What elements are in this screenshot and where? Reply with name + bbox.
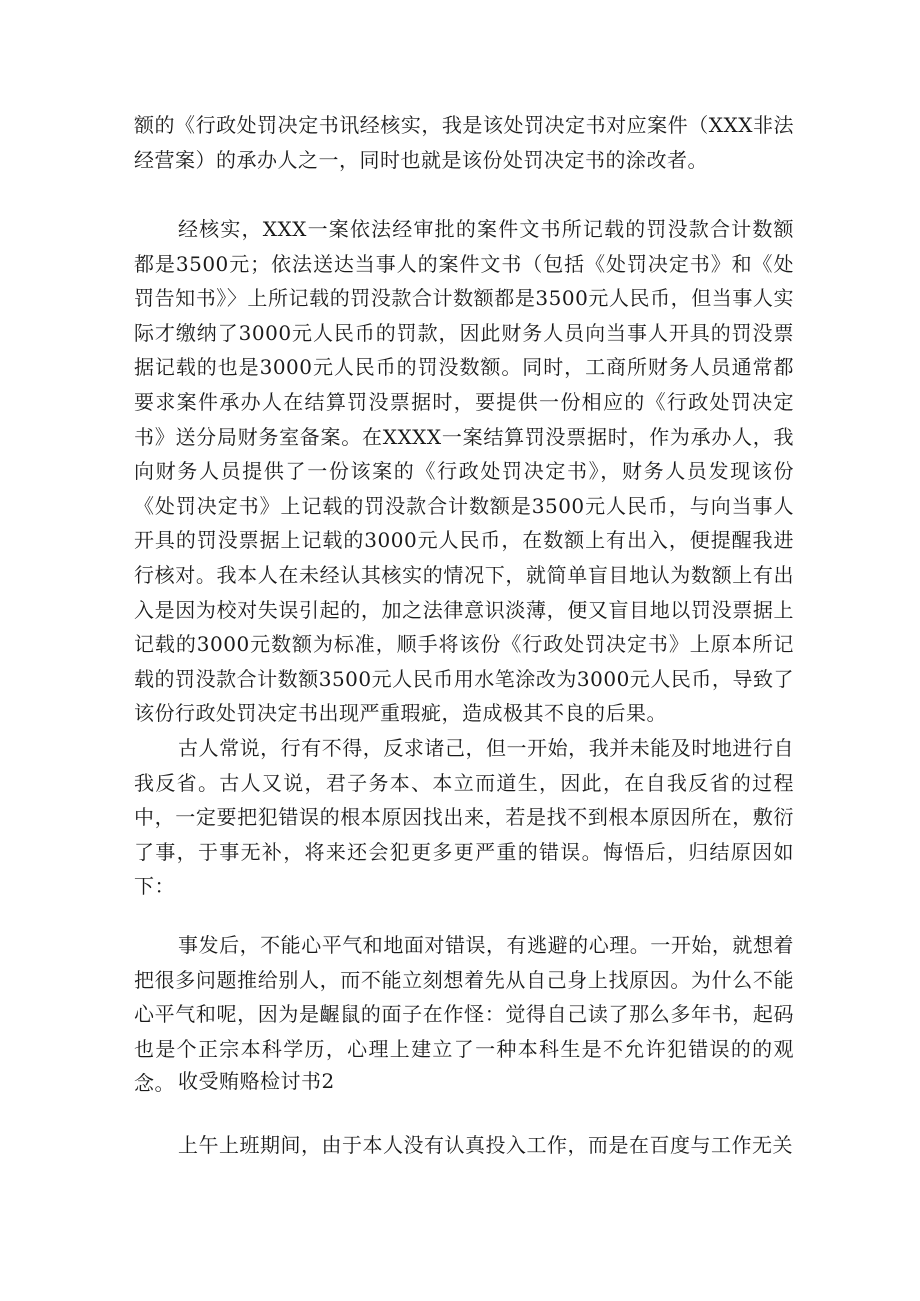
section-heading: 收受贿赂检讨书2 bbox=[178, 1069, 335, 1093]
paragraph-4: 事发后，不能心平气和地面对错误，有逃避的心理。一开始，就想着把很多问题推给别人，而不能立刻想着先从自己身上找原因。为什么不能心平气和呢，因为是齷鼠的面子在作怪：觉得自己读了那么多年书，起码也是个正宗本科学历，心理上建立了一种本科生是不允许犯错误的的观念。 bbox=[134, 933, 794, 1096]
paragraph-1: 额的《行政处罚决定书讯经核实，我是该处罚决定书对应案件（XXX非法经营案）的承办人之一，同时也就是该份处罚决定书的涂改者。 bbox=[134, 113, 794, 172]
paragraph-2: 经核实，XXX一案依法经审批的案件文书所记载的罚没款合计数额都是3500元；依法送达当事人的案件文书（包括《处罚决定书》和《处罚告知书》〉上所记载的罚没款合计数额都是3500元人民币，但当事人实际才缴纳了3000元人民币的罚款，因此财务人员向当事人开具的罚没票据记载的也是3000元人民币的罚没数额。同时，工商所财务人员通常都要求案件承办人在结算罚没票据时，要提供一份相应的《行政处罚决定书》送分局财务室备案。在XXXX一案结算罚没票据时，作为承办人，我向财务人员提供了一份该案的《行政处罚决定书》，财务人员发现该份《处罚决定书》上记载的罚没款合计数额是3500元人民币，与向当事人开具的罚没票据上记载的3000元人民币，在数额上有出入，便提醒我进行核对。我本人在未经认其核实的情况下，就简单盲目地认为数额上有出入是因为校对失误引起的，加之法律意识淡薄，便又盲目地以罚没票据上记载的3000元数额为标准，顺手将该份《行政处罚决定书》上原本所记载的罚没款合计数额3500元人民币用水笔涂改为3000元人民币，导致了该份行政处罚决定书出现严重瑕疵，造成极其不良的后果。 bbox=[134, 217, 794, 726]
paragraph-5: 上午上班期间，由于本人没有认真投入工作，而是在百度与工作无关 bbox=[178, 1133, 793, 1157]
paragraph-3: 古人常说，行有不得，反求诸己，但一开始，我并未能及时地进行自我反省。古人又说，君子务本、本立而道生，因此，在自我反省的过程中，一定要把犯错误的根本原因找出来，若是找不到根本原因所在，敷衍了事，于事无补，将来还会犯更多更严重的错误。悔悟后，归结原因如下： bbox=[134, 736, 794, 899]
